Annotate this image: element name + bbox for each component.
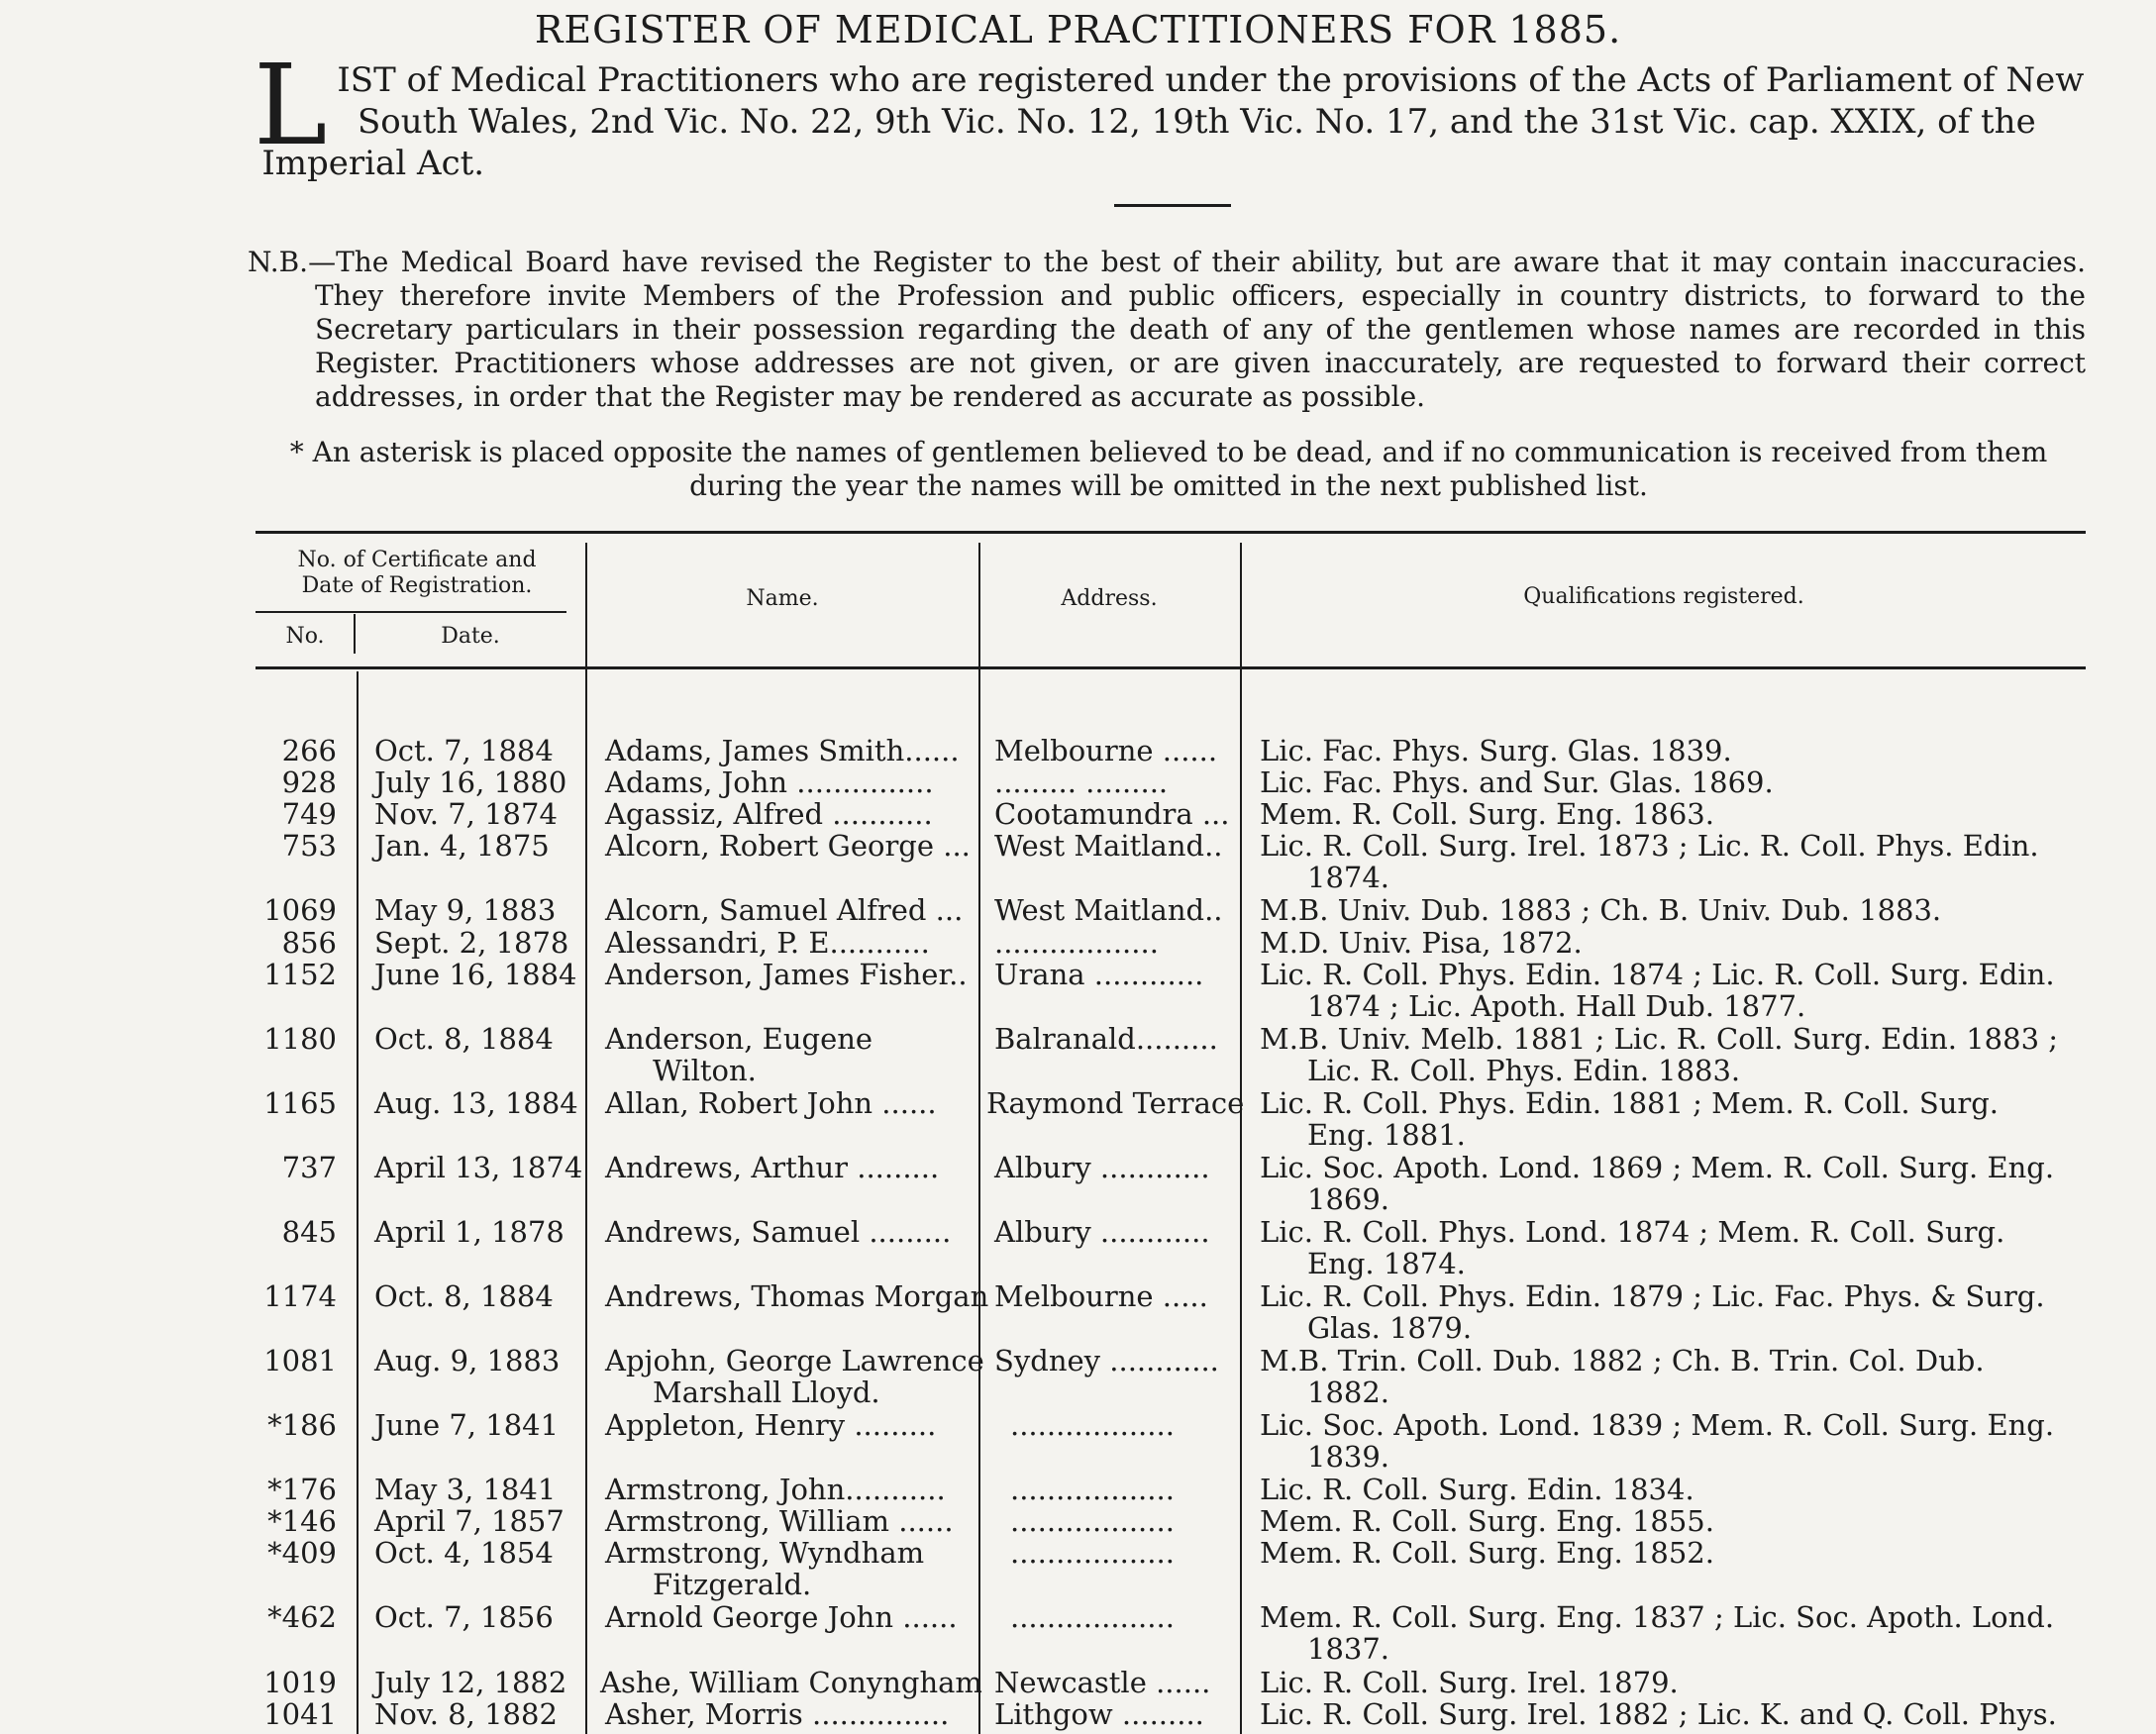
col-divider-name-address <box>978 543 980 1734</box>
cert-number: 1041 <box>263 1697 337 1731</box>
qualifications-line-2: 1874. <box>1307 861 1390 894</box>
practitioner-name: Alcorn, Robert George ... <box>605 829 971 863</box>
practitioner-name: Alessandri, P. E........... <box>605 926 930 960</box>
col-divider-address-qual <box>1240 543 1242 1734</box>
practitioner-address: Cootamundra ... <box>994 797 1230 831</box>
practitioner-name: Ashe, William Conyngham <box>600 1666 982 1699</box>
cert-number: 1069 <box>263 893 337 927</box>
qualifications-line-1: M.B. Trin. Coll. Dub. 1882 ; Ch. B. Trin. Col. Dub. <box>1260 1344 1985 1377</box>
qualifications-line-1: Lic. R. Coll. Phys. Edin. 1881 ; Mem. R. Coll. Surg. <box>1260 1086 2000 1120</box>
practitioner-name: Armstrong, William ...... <box>605 1504 954 1538</box>
col-divider-no-date <box>354 614 356 654</box>
practitioner-address: Raymond Terrace <box>986 1086 1245 1120</box>
name-line-2: Fitzgerald. <box>653 1568 812 1601</box>
qualifications-line-2: 1839. <box>1307 1440 1390 1474</box>
practitioner-address: .................. <box>1010 1473 1175 1506</box>
reg-date: Oct. 7, 1856 <box>374 1600 554 1634</box>
reg-date: April 1, 1878 <box>374 1215 565 1249</box>
intro-line-2: South Wales, 2nd Vic. No. 22, 9th Vic. No. 12, 19th Vic. No. 17, and the 31st Vic. cap. XXIX, of the <box>358 102 2036 142</box>
practitioner-address: West Maitland.. <box>994 893 1223 927</box>
practitioner-name: Andrews, Thomas Morgan <box>605 1279 989 1313</box>
table-top-rule <box>256 531 2086 534</box>
cert-number: 1180 <box>263 1022 337 1056</box>
qualifications: Lic. Fac. Phys. and Sur. Glas. 1869. <box>1260 765 1774 799</box>
practitioner-address: ......... ......... <box>994 765 1169 799</box>
qualifications <box>1260 959 2090 1022</box>
practitioner-name: Andrews, Arthur ......... <box>605 1151 940 1184</box>
qualifications-line-2: 1874 ; Lic. Apoth. Hall Dub. 1877. <box>1307 989 1806 1023</box>
practitioner-address: Urana ............ <box>994 958 1204 991</box>
cert-number: *176 <box>267 1473 337 1506</box>
reg-date: Oct. 8, 1884 <box>374 1279 554 1313</box>
qualifications-line-2: 1869. <box>1307 1182 1390 1216</box>
reg-date: Aug. 13, 1884 <box>374 1086 578 1120</box>
name-line-2: Wilton. <box>653 1054 757 1087</box>
name-line-1: Anderson, Eugene <box>605 1022 873 1056</box>
reg-date: May 3, 1841 <box>374 1473 557 1506</box>
col-divider-no-date-body <box>357 671 359 1734</box>
qualifications <box>1260 1280 2090 1344</box>
reg-date: Sept. 2, 1878 <box>374 926 569 960</box>
qualifications-line-2: Glas. 1879. <box>1307 1311 1473 1345</box>
qualifications-line-1: Lic. R. Coll. Phys. Edin. 1879 ; Lic. Fac. Phys. & Surg. <box>1260 1279 2045 1313</box>
cert-number: 1019 <box>263 1666 337 1699</box>
asterisk-note-line-2: during the year the names will be omitted in the next published list. <box>689 469 1648 502</box>
practitioner-name <box>605 1345 984 1408</box>
asterisk-note-line-1: * An asterisk is placed opposite the names of gentlemen believed to be dead, and if no communication is received from them <box>289 436 2048 468</box>
reg-date: April 13, 1874 <box>374 1151 583 1184</box>
header-no: No. <box>285 624 325 649</box>
reg-date: May 9, 1883 <box>374 893 557 927</box>
reg-date: July 16, 1880 <box>374 765 567 799</box>
intro-line-3: Imperial Act. <box>261 144 485 183</box>
intro-paragraph <box>254 42 2086 184</box>
header-date: Date. <box>441 624 500 649</box>
cert-number: *409 <box>267 1536 337 1570</box>
cert-number: 753 <box>281 829 337 863</box>
nb-text: N.B.—The Medical Board have revised the Register to the best of their ability, but are aware that it may contain inaccuracies. They therefore invite Members of the Profession and public officers, especially in country districts, to forward to the Secretary particulars in their possession regarding the death of any of the gentlemen whose names are recorded in this Register. Practitioners whose addresses are not given, or are given inaccurately, are requested to forward their correct addresses, in order that the Register may be rendered as accurate as possible. <box>248 246 2086 413</box>
cert-number: 1174 <box>263 1279 337 1313</box>
cert-number: 737 <box>281 1151 337 1184</box>
cert-number: 1165 <box>263 1086 337 1120</box>
practitioner-name <box>605 1537 924 1600</box>
name-line-1: Apjohn, George Lawrence <box>605 1344 984 1377</box>
qualifications <box>1260 1152 2090 1215</box>
qualifications <box>1260 1216 2090 1279</box>
reg-date: June 16, 1884 <box>374 958 577 991</box>
intro-line-1: IST of Medical Practitioners who are registered under the provisions of the Acts of Parliament of New <box>337 60 2085 100</box>
practitioner-address: Newcastle ...... <box>994 1666 1211 1699</box>
reg-date: Oct. 8, 1884 <box>374 1022 554 1056</box>
page-title: REGISTER OF MEDICAL PRACTITIONERS FOR 1885. <box>534 8 1622 51</box>
qualifications: M.B. Univ. Dub. 1883 ; Ch. B. Univ. Dub. 1883. <box>1260 893 1942 927</box>
reg-date: June 7, 1841 <box>374 1408 560 1442</box>
cert-number: 856 <box>281 926 337 960</box>
practitioner-address: Albury ............ <box>994 1215 1210 1249</box>
cert-number: 1152 <box>263 958 337 991</box>
nb-notice <box>248 246 2086 414</box>
header-name: Name. <box>746 586 819 611</box>
header-qualifications: Qualifications registered. <box>1523 584 1804 609</box>
reg-date: Aug. 9, 1883 <box>374 1344 561 1377</box>
cert-number: 266 <box>281 734 337 767</box>
header-certificate-group: No. of Certificate and Date of Registration. <box>297 548 537 598</box>
qualifications <box>1260 1023 2090 1086</box>
qualifications-line-2: 1882. <box>1307 1376 1390 1409</box>
qualifications-line-1: Lic. Soc. Apoth. Lond. 1869 ; Mem. R. Coll. Surg. Eng. <box>1260 1151 2055 1184</box>
reg-date: July 12, 1882 <box>374 1666 567 1699</box>
practitioner-name: Allan, Robert John ...... <box>605 1086 937 1120</box>
qualifications: Mem. R. Coll. Surg. Eng. 1852. <box>1260 1536 1714 1570</box>
practitioner-name: Adams, John ............... <box>605 765 934 799</box>
practitioner-address: .................. <box>1010 1408 1175 1442</box>
cert-number: 928 <box>281 765 337 799</box>
practitioner-name: Anderson, James Fisher.. <box>605 958 968 991</box>
qualifications <box>1260 1601 2090 1665</box>
name-line-2: Marshall Lloyd. <box>653 1376 880 1409</box>
reg-date: Nov. 8, 1882 <box>374 1697 558 1731</box>
qualifications: Lic. Fac. Phys. Surg. Glas. 1839. <box>1260 734 1732 767</box>
qualifications-line-1: M.B. Univ. Melb. 1881 ; Lic. R. Coll. Surg. Edin. 1883 ; <box>1260 1022 2059 1056</box>
qualifications-line-1: Mem. R. Coll. Surg. Eng. 1837 ; Lic. Soc. Apoth. Lond. <box>1260 1600 2055 1634</box>
cert-number: 749 <box>281 797 337 831</box>
cert-number: 1081 <box>263 1344 337 1377</box>
practitioner-address: .................. <box>994 926 1159 960</box>
practitioner-name: Alcorn, Samuel Alfred ... <box>605 893 964 927</box>
qualifications: Mem. R. Coll. Surg. Eng. 1863. <box>1260 797 1714 831</box>
qualifications-line-1: Lic. R. Coll. Phys. Lond. 1874 ; Mem. R. Coll. Surg. <box>1260 1215 2005 1249</box>
reg-date: Oct. 4, 1854 <box>374 1536 554 1570</box>
qualifications <box>1260 1409 2090 1473</box>
reg-date: April 7, 1857 <box>374 1504 565 1538</box>
section-divider <box>1114 204 1231 207</box>
practitioner-name: Appleton, Henry ......... <box>605 1408 937 1442</box>
qualifications <box>1260 1345 2090 1408</box>
qualifications-line-2: 1837. <box>1307 1632 1390 1666</box>
practitioner-address: West Maitland.. <box>994 829 1223 863</box>
table-header-bottom-rule <box>256 666 2086 669</box>
qualifications: Lic. R. Coll. Surg. Irel. 1882 ; Lic. K. and Q. Coll. Phys. <box>1260 1697 2057 1731</box>
asterisk-note <box>257 436 2080 503</box>
qualifications: M.D. Univ. Pisa, 1872. <box>1260 926 1583 960</box>
cert-number: 845 <box>281 1215 337 1249</box>
qualifications-line-1: Lic. R. Coll. Phys. Edin. 1874 ; Lic. R. Coll. Surg. Edin. <box>1260 958 2055 991</box>
reg-date: Nov. 7, 1874 <box>374 797 558 831</box>
qualifications <box>1260 830 2090 893</box>
qualifications: Lic. R. Coll. Surg. Irel. 1879. <box>1260 1666 1679 1699</box>
qualifications-line-1: Lic. Soc. Apoth. Lond. 1839 ; Mem. R. Coll. Surg. Eng. <box>1260 1408 2055 1442</box>
practitioner-name: Agassiz, Alfred ........... <box>605 797 933 831</box>
practitioner-address: .................. <box>1010 1536 1175 1570</box>
cert-group-rule <box>256 611 566 613</box>
practitioner-address: Albury ............ <box>994 1151 1210 1184</box>
qualifications-line-2: Eng. 1874. <box>1307 1247 1466 1280</box>
practitioner-address: .................. <box>1010 1504 1175 1538</box>
qualifications-line-2: Lic. R. Coll. Phys. Edin. 1883. <box>1307 1054 1741 1087</box>
qualifications <box>1260 1087 2090 1151</box>
practitioner-name: Arnold George John ...... <box>605 1600 958 1634</box>
qualifications: Mem. R. Coll. Surg. Eng. 1855. <box>1260 1504 1714 1538</box>
practitioner-name: Armstrong, John........... <box>605 1473 946 1506</box>
practitioner-name: Andrews, Samuel ......... <box>605 1215 952 1249</box>
reg-date: Jan. 4, 1875 <box>374 829 550 863</box>
practitioner-address: Balranald......... <box>994 1022 1218 1056</box>
header-address: Address. <box>1061 586 1158 611</box>
qualifications-line-2: Eng. 1881. <box>1307 1118 1466 1152</box>
qualifications: Lic. R. Coll. Surg. Edin. 1834. <box>1260 1473 1694 1506</box>
practitioner-name: Asher, Morris ............... <box>605 1697 950 1731</box>
drop-cap: L <box>254 42 328 170</box>
qualifications-line-1: Lic. R. Coll. Surg. Irel. 1873 ; Lic. R. Coll. Phys. Edin. <box>1260 829 2039 863</box>
practitioner-address: Lithgow ......... <box>994 1697 1204 1731</box>
practitioner-address: .................. <box>1010 1600 1175 1634</box>
practitioner-name: Adams, James Smith...... <box>605 734 960 767</box>
practitioner-name <box>605 1023 873 1086</box>
reg-date: Oct. 7, 1884 <box>374 734 554 767</box>
col-divider-date-name <box>585 543 587 1734</box>
practitioner-address: Melbourne ...... <box>994 734 1218 767</box>
cert-number: *146 <box>267 1504 337 1538</box>
practitioner-address: Melbourne ..... <box>994 1279 1208 1313</box>
cert-number: *186 <box>267 1408 337 1442</box>
cert-number: *462 <box>267 1600 337 1634</box>
practitioner-address: Sydney ............ <box>994 1344 1219 1377</box>
name-line-1: Armstrong, Wyndham <box>605 1536 925 1570</box>
